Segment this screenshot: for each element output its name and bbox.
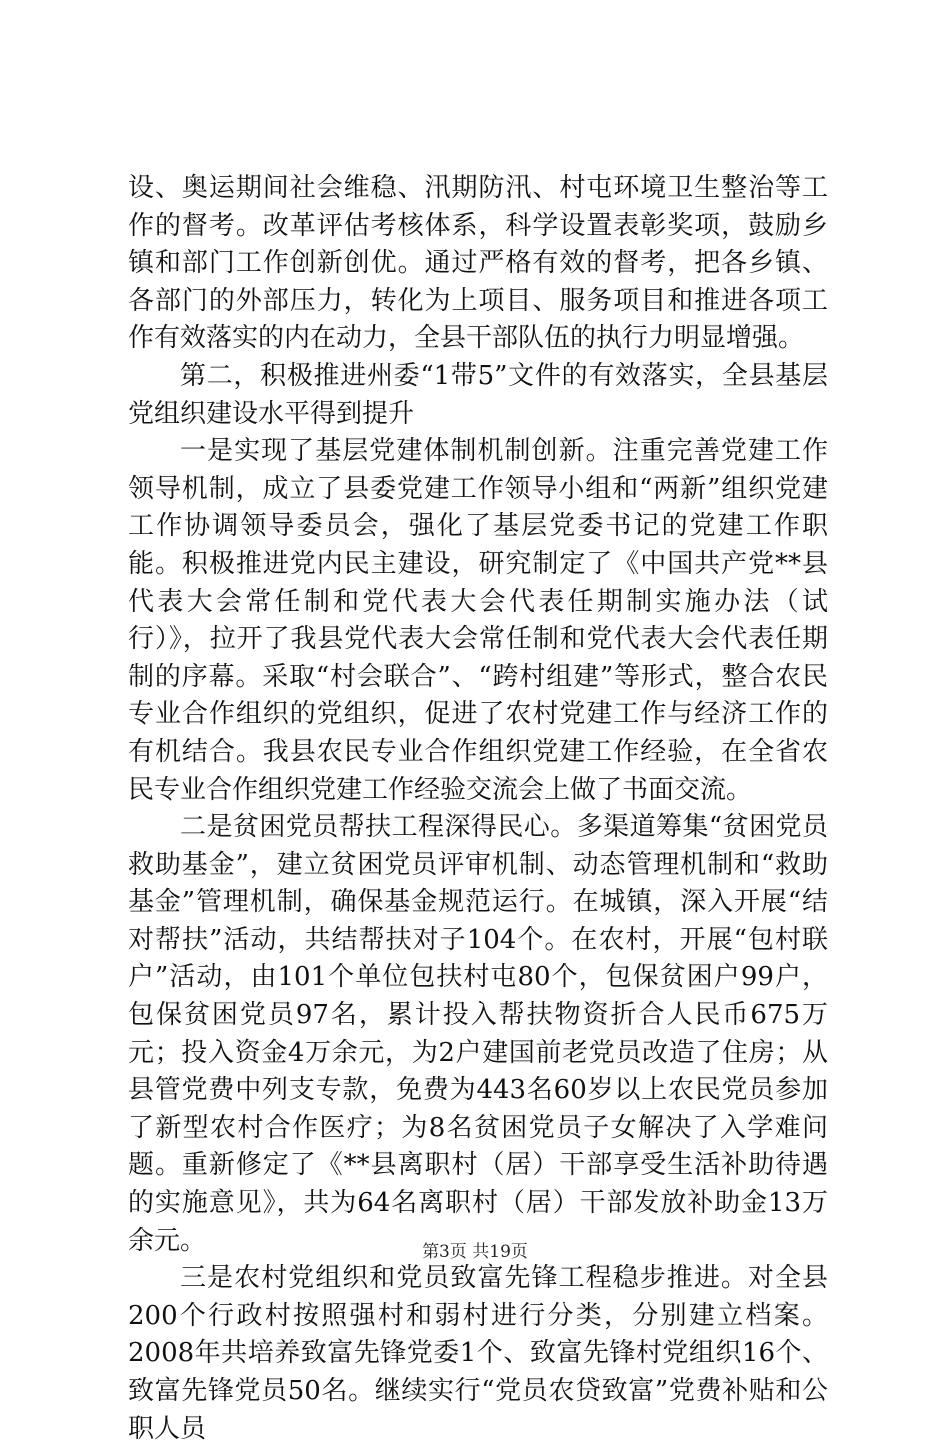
paragraph-continued: 设、奥运期间社会维稳、汛期防汛、村屯环境卫生整治等工作的督考。改革评估考核体系，科学设置表彰奖项，鼓励乡镇和部门工作创新创优。通过严格有效的督考，把各乡镇、各部门的外部压力，转化为上项目、服务项目和推进各项工作有效落实的内在动力，全县干部队伍的执行力明显增强。	[128, 173, 828, 354]
section-heading-second: 第二，积极推进州委“1带5”文件的有效落实，全县基层党组织建设水平得到提升	[128, 360, 828, 429]
paragraph-point-one: 一是实现了基层党建体制机制创新。注重完善党建工作领导机制，成立了县委党建工作领导小组和“两新”组织党建工作协调领导委员会，强化了基层党委书记的党建工作职能。积极推进党内民主建设，研究制定了《中国共产党**县代表大会常任制和党代表大会代表任期制实施办法（试行）》，拉开了我县党代表大会常任制和党代表大会代表任期制的序幕。采取“村会联合”、“跨村组建”等形式，整合农民专业合作组织的党组织，促进了农村党建工作与经济工作的有机结合。我县农民专业合作组织党建工作经验，在全省农民专业合作组织党建工作经验交流会上做了书面交流。	[128, 436, 828, 805]
page-number-footer: 第3页 共19页	[422, 1242, 528, 1262]
paragraph-point-two: 二是贫困党员帮扶工程深得民心。多渠道筹集“贫困党员救助基金”，建立贫困党员评审机制、动态管理机制和“救助基金”管理机制，确保基金规范运行。在城镇，深入开展“结对帮扶”活动，共结帮扶对子104个。在农村，开展“包村联户”活动，由101个单位包扶村屯80个，包保贫困户99户，包保贫困党员97名，累计投入帮扶物资折合人民币675万元；投入资金4万余元，为2户建国前老党员改造了住房；从县管党费中列支专款，免费为443名60岁以上农民党员参加了新型农村合作医疗；为8名贫困党员子女解决了入学难问题。重新修定了《**县离职村（居）干部享受生活补助待遇的实施意见》，共为64名离职村（居）干部发放补助金13万余元。	[128, 812, 828, 1256]
paragraph-point-three: 三是农村党组织和党员致富先锋工程稳步推进。对全县200个行政村按照强村和弱村进行分类，分别建立档案。2008年共培养致富先锋党委1个、致富先锋村党组织16个、致富先锋党员50名。继续实行“党员农贷致富”党费补贴和公职人员	[128, 1263, 828, 1444]
